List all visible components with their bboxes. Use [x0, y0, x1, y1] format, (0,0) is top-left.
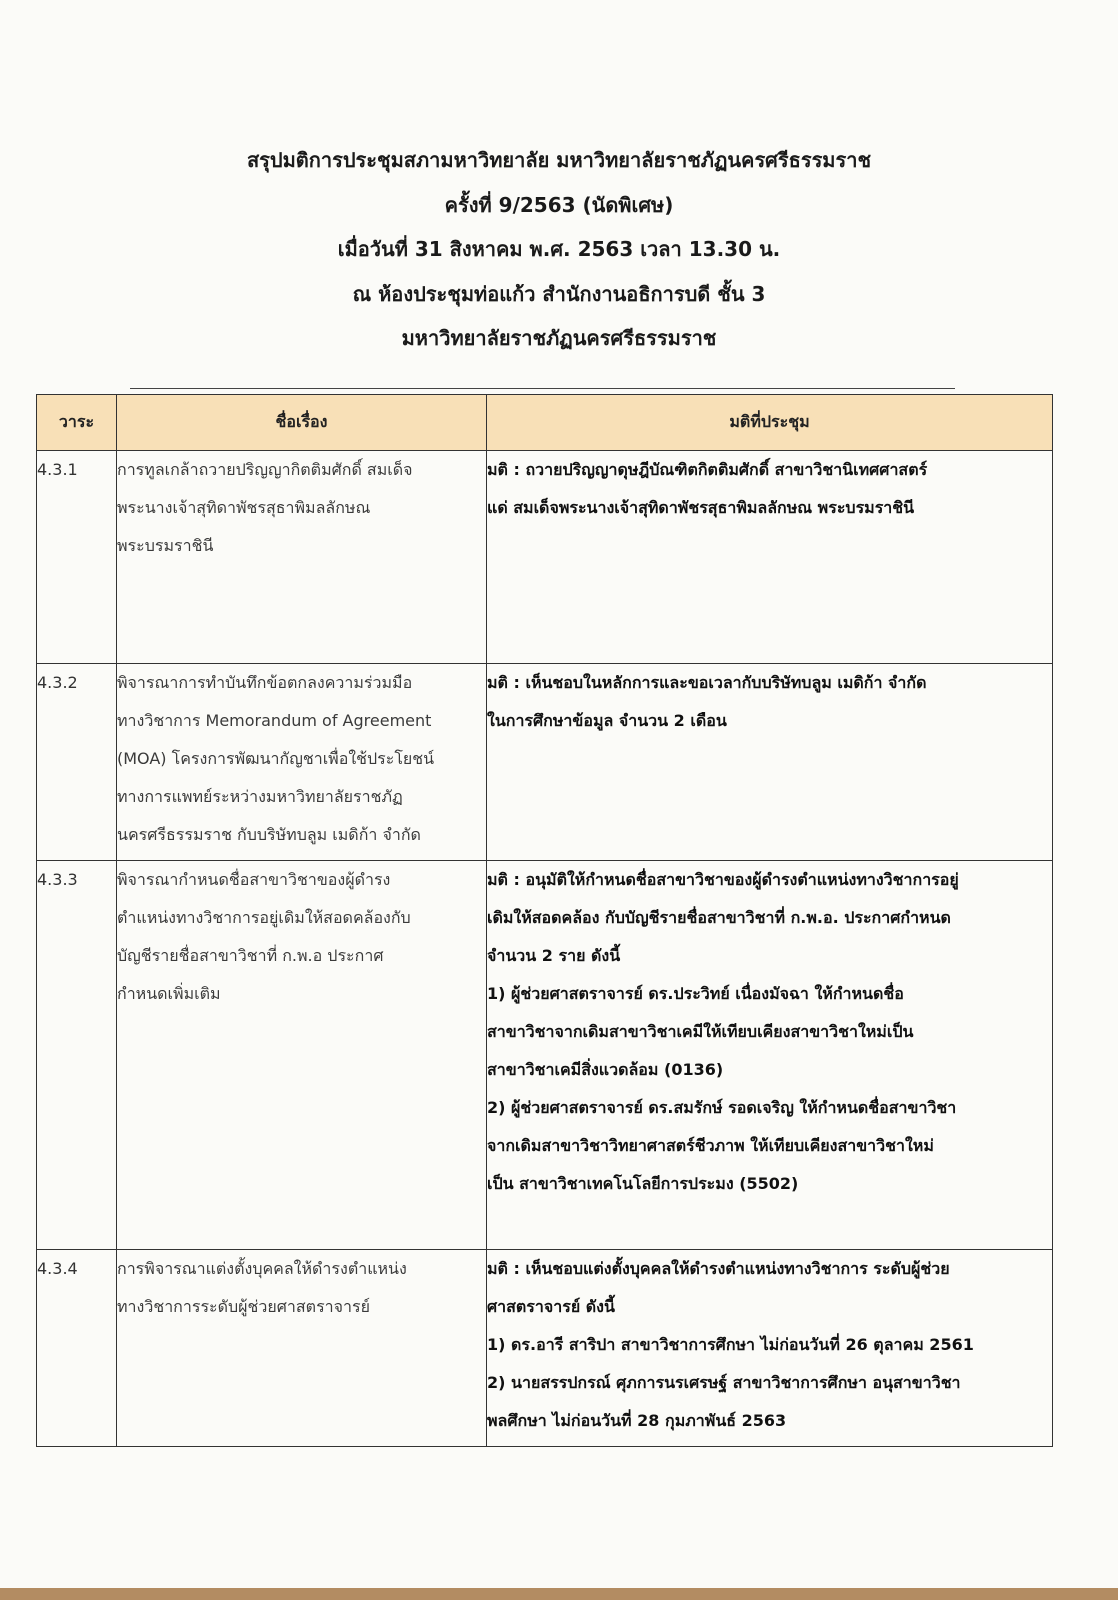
column-header-agenda: วาระ: [37, 395, 117, 451]
subject-line: พิจารณากำหนดชื่อสาขาวิชาของผู้ดำรง: [117, 870, 391, 889]
resolution-line: ศาสตราจารย์ ดังนี้: [487, 1297, 615, 1316]
subject-line: ทางวิชาการ Memorandum of Agreement: [117, 711, 432, 730]
resolution-line: 1) ดร.อารี สาริปา สาขาวิชาการศึกษา ไม่ก่อนวันที่ 26 ตุลาคม 2561: [487, 1335, 974, 1354]
subject-line: บัญชีรายชื่อสาขาวิชาที่ ก.พ.อ ประกาศ: [117, 946, 384, 965]
header-university: มหาวิทยาลัยราชภัฏนครศรีธรรมราช: [401, 326, 717, 350]
resolution-cell: [487, 861, 1053, 1250]
agenda-number: 4.3.2: [37, 664, 117, 861]
resolution-line: มติ : เห็นชอบในหลักการและขอเวลากับบริษัทบลูม เมดิก้า จำกัด: [487, 673, 927, 692]
agenda-number: 4.3.4: [37, 1250, 117, 1447]
resolution-line: มติ : เห็นชอบแต่งตั้งบุคคลให้ดำรงตำแหน่งทางวิชาการ ระดับผู้ช่วย: [487, 1259, 950, 1278]
resolution-cell: [487, 1250, 1053, 1447]
subject-line: (MOA) โครงการพัฒนากัญชาเพื่อใช้ประโยชน์: [117, 749, 435, 768]
resolution-line: จำนวน 2 ราย ดังนี้: [487, 946, 621, 965]
header-date-time: เมื่อวันที่ 31 สิงหาคม พ.ศ. 2563 เวลา 13.30 น.: [337, 237, 781, 261]
resolution-line: ในการศึกษาข้อมูล จำนวน 2 เดือน: [487, 711, 727, 730]
table-row: [37, 1250, 1053, 1447]
resolution-line: 2) ผู้ช่วยศาสตราจารย์ ดร.สมรักษ์ รอดเจริญ ให้กำหนดชื่อสาขาวิชา: [487, 1098, 957, 1117]
agenda-number: 4.3.1: [37, 451, 117, 664]
document-header: [100, 138, 1018, 361]
resolution-line: พลศึกษา ไม่ก่อนวันที่ 28 กุมภาพันธ์ 2563: [487, 1411, 787, 1430]
header-meeting-number: ครั้งที่ 9/2563 (นัดพิเศษ): [444, 192, 674, 217]
column-header-resolution: มติที่ประชุม: [487, 395, 1053, 451]
subject-line: พระบรมราชินี: [117, 536, 214, 555]
subject-line: กำหนดเพิ่มเติม: [117, 984, 221, 1003]
resolution-line: สาขาวิชาเคมีสิ่งแวดล้อม (0136): [487, 1060, 724, 1079]
table-row: [37, 451, 1053, 664]
table-row: [37, 664, 1053, 861]
subject-line: พระนางเจ้าสุทิดาพัชรสุธาพิมลลักษณ: [117, 498, 371, 517]
resolution-cell: [487, 664, 1053, 861]
header-venue: ณ ห้องประชุมท่อแก้ว สำนักงานอธิการบดี ชั้น 3: [352, 281, 766, 306]
subject-line: ทางการแพทย์ระหว่างมหาวิทยาลัยราชภัฏ: [117, 787, 403, 806]
table-header-row: [37, 395, 1053, 451]
subject-line: การทูลเกล้าถวายปริญญากิตติมศักดิ์ สมเด็จ: [117, 460, 413, 479]
subject-line: นครศรีธรรมราช กับบริษัทบลูม เมดิก้า จำกัด: [117, 825, 421, 844]
table-row: [37, 861, 1053, 1250]
column-header-subject: ชื่อเรื่อง: [117, 395, 487, 451]
subject-cell: [117, 664, 487, 861]
subject-cell: [117, 1250, 487, 1447]
resolution-line: 1) ผู้ช่วยศาสตราจารย์ ดร.ประวิทย์ เนื่องมัจฉา ให้กำหนดชื่อ: [487, 984, 904, 1003]
subject-line: การพิจารณาแต่งตั้งบุคคลให้ดำรงตำแหน่ง: [117, 1259, 407, 1278]
resolution-line: มติ : อนุมัติให้กำหนดชื่อสาขาวิชาของผู้ดำรงตำแหน่งทางวิชาการอยู่: [487, 870, 959, 889]
desk-surface-edge: [0, 1588, 1118, 1600]
resolution-line: จากเดิมสาขาวิชาวิทยาศาสตร์ชีวภาพ ให้เทียบเคียงสาขาวิชาใหม่: [487, 1136, 934, 1155]
agenda-number: 4.3.3: [37, 861, 117, 1250]
subject-cell: [117, 451, 487, 664]
resolution-cell: [487, 451, 1053, 664]
header-title: สรุปมติการประชุมสภามหาวิทยาลัย มหาวิทยาลัยราชภัฏนครศรีธรรมราช: [246, 148, 872, 172]
resolution-line: แด่ สมเด็จพระนางเจ้าสุทิดาพัชรสุธาพิมลลักษณ พระบรมราชินี: [487, 498, 915, 517]
subject-cell: [117, 861, 487, 1250]
resolution-line: เดิมให้สอดคล้อง กับบัญชีรายชื่อสาขาวิชาที่ ก.พ.อ. ประกาศกำหนด: [487, 908, 951, 927]
resolution-line: เป็น สาขาวิชาเทคโนโลยีการประมง (5502): [487, 1174, 799, 1193]
subject-line: ทางวิชาการระดับผู้ช่วยศาสตราจารย์: [117, 1297, 370, 1316]
subject-line: ตำแหน่งทางวิชาการอยู่เดิมให้สอดคล้องกับ: [117, 908, 411, 927]
subject-line: พิจารณาการทำบันทึกข้อตกลงความร่วมมือ: [117, 673, 413, 692]
header-divider: [130, 388, 955, 389]
resolution-line: มติ : ถวายปริญญาดุษฎีบัณฑิตกิตติมศักดิ์ สาขาวิชานิเทศศาสตร์: [487, 460, 928, 479]
resolutions-table: [36, 394, 1053, 1447]
resolution-line: 2) นายสรรปกรณ์ ศุภการนรเศรษฐ์ สาขาวิชาการศึกษา อนุสาขาวิชา: [487, 1373, 961, 1392]
resolution-line: สาขาวิชาจากเดิมสาขาวิชาเคมีให้เทียบเคียงสาขาวิชาใหม่เป็น: [487, 1022, 914, 1041]
